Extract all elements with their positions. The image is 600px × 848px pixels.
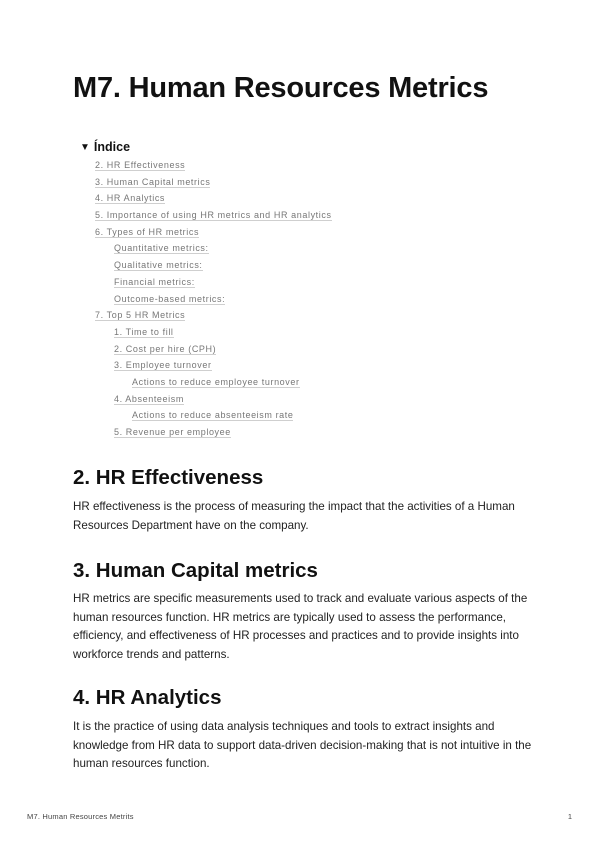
toc-link[interactable]: Financial metrics:	[114, 276, 195, 287]
toc-subitem[interactable]	[80, 291, 332, 308]
page-number: 1	[567, 812, 572, 821]
toc-link[interactable]: 2. HR Effectiveness	[95, 160, 186, 170]
section-text-hr-effectiveness: HR effectiveness is the process of measuring the impact that the activities of a Human Resources Department have on the company.	[73, 500, 515, 532]
section-heading-hr-effectiveness: 2. HR Effectiveness	[73, 466, 264, 489]
toc-link[interactable]: 5. Revenue per employee	[114, 427, 231, 437]
footer-title: M7. Human Resources Metrits	[27, 812, 134, 821]
toc-link[interactable]: 5. Importance of using HR metrics and HR analytics	[95, 210, 332, 221]
toc-list	[80, 157, 332, 441]
toc-link[interactable]: 4. HR Analytics	[95, 193, 166, 204]
toc-link[interactable]: Qualitative metrics:	[114, 260, 203, 271]
toc-item[interactable]	[80, 157, 332, 174]
toc-subitem[interactable]	[80, 274, 332, 291]
toc-subsubitem[interactable]	[80, 374, 332, 391]
page-title: M7. Human Resources Metrics	[73, 72, 489, 104]
toc-link[interactable]: 7. Top 5 HR Metrics	[95, 310, 186, 321]
toc-link[interactable]: 1. Time to fill	[114, 326, 174, 337]
toc-toggle-icon[interactable]: ▼	[80, 141, 90, 153]
toc-subitem[interactable]	[80, 424, 332, 441]
toc-subitem[interactable]	[80, 391, 332, 408]
toc-link[interactable]: 3. Human Capital metrics	[95, 176, 211, 187]
toc-subitem[interactable]	[80, 240, 332, 257]
toc-subsubitem[interactable]	[80, 407, 332, 424]
table-of-contents	[80, 140, 332, 441]
toc-link[interactable]: 4. Absenteeism	[114, 393, 184, 404]
toc-item[interactable]	[80, 224, 332, 241]
toc-toggle[interactable]	[80, 140, 332, 154]
toc-heading: Índice	[93, 140, 131, 154]
section-text-hr-analytics: It is the practice of using data analysis techniques and tools to extract insights and knowledge from HR data to support data-driven decision-making that is not intuitive in the human resources function.	[73, 720, 532, 771]
toc-link[interactable]: 3. Employee turnover	[114, 360, 212, 371]
toc-link[interactable]: Actions to reduce employee turnover	[132, 376, 300, 387]
toc-item[interactable]	[80, 307, 332, 324]
toc-subitem[interactable]	[80, 257, 332, 274]
toc-subitem[interactable]	[80, 341, 332, 358]
toc-item[interactable]	[80, 190, 332, 207]
toc-item[interactable]	[80, 207, 332, 224]
toc-link[interactable]: 6. Types of HR metrics	[95, 226, 200, 237]
section-heading-human-capital-metrics: 3. Human Capital metrics	[73, 559, 318, 582]
toc-link[interactable]: Actions to reduce absenteeism rate	[132, 410, 294, 421]
toc-link[interactable]: 2. Cost per hire (CPH)	[114, 343, 217, 354]
section-heading-hr-analytics: 4. HR Analytics	[73, 686, 222, 709]
toc-link[interactable]: Quantitative metrics:	[114, 243, 209, 254]
toc-subitem[interactable]	[80, 324, 332, 341]
section-text-human-capital-metrics: HR metrics are specific measurements used to track and evaluate various aspects of the human resources function. HR metrics are typically used to assess the performance, efficiency, and effectiveness of HR processes and practices and to provide insights into workforce trends and patterns.	[73, 592, 528, 661]
toc-subitem[interactable]	[80, 357, 332, 374]
toc-item[interactable]	[80, 174, 332, 191]
toc-link[interactable]: Outcome-based metrics:	[114, 293, 226, 304]
